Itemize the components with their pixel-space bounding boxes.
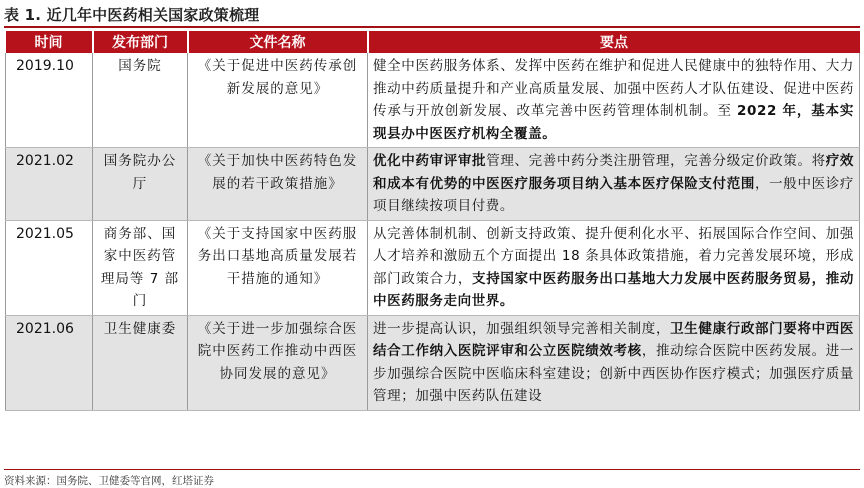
- table-body: [6, 53, 860, 410]
- cell-key-points: [368, 53, 860, 148]
- header-document: 文件名称: [188, 31, 368, 53]
- key-point-emphasis: 支持国家中医药服务出口基地大力发展中医药服务贸易，推动中医药服务走向世界。: [373, 270, 855, 309]
- cell-document-name: 《关于加快中医药特色发展的若干政策措施》: [188, 148, 368, 221]
- cell-date: 2019.10: [6, 53, 93, 148]
- table-row: [6, 220, 860, 315]
- table-row: [6, 148, 860, 221]
- cell-document-name: 《关于进一步加强综合医院中医药工作推动中西医协同发展的意见》: [188, 315, 368, 410]
- header-issuer: 发布部门: [93, 31, 188, 53]
- table-row: [6, 53, 860, 148]
- table-caption: 表 1. 近几年中医药相关国家政策梳理: [4, 6, 260, 24]
- cell-issuer: 商务部、国家中医药管理局等 7 部门: [93, 220, 188, 315]
- source-note: 资料来源：国务院、卫健委等官网，红塔证券: [4, 475, 214, 487]
- header-key-points: 要点: [368, 31, 860, 53]
- cell-date: 2021.06: [6, 315, 93, 410]
- key-point-emphasis: 优化中药审评审批: [373, 153, 487, 169]
- cell-document-name: 《关于促进中医药传承创新发展的意见》: [188, 53, 368, 148]
- key-point-emphasis: 2022 年，基本实现县办中医医疗机构全覆盖。: [373, 103, 855, 142]
- source-rule: [4, 469, 860, 470]
- cell-key-points: [368, 148, 860, 221]
- key-point-emphasis: 卫生健康行政部门要将中西医结合工作纳入医院评审和公立医院绩效考核: [373, 320, 854, 359]
- cell-issuer: 国务院办公厅: [93, 148, 188, 221]
- cell-date: 2021.02: [6, 148, 93, 221]
- key-point-text: 管理、完善中药分类注册管理，完善分级定价政策。将: [486, 153, 826, 169]
- table-header-row: [6, 31, 860, 53]
- cell-key-points: [368, 315, 860, 410]
- key-point-text: ，一般中医诊疗项目继续按项目付费。: [373, 175, 855, 214]
- header-time: 时间: [6, 31, 93, 53]
- key-point-text: 进一步提高认识，加强组织领导完善相关制度，: [373, 320, 671, 337]
- key-point-text: ，推动综合医院中医药发展。进一步加强综合医院中医临床科室建设；创新中西医协作医疗模式；加强医疗质量管理；加强中医药队伍建设: [373, 343, 855, 404]
- cell-issuer: 卫生健康委: [93, 315, 188, 410]
- key-point-text: 从完善体制机制、创新支持政策、提升便利化水平、拓展国际合作空间、加强人才培养和激励五个方面提出 18 条具体政策措施，着力完善发展环境，形成部门政策合力，: [373, 225, 854, 287]
- cell-key-points: [368, 220, 860, 315]
- cell-document-name: 《关于支持国家中医药服务出口基地高质量发展若干措施的通知》: [188, 220, 368, 315]
- key-point-text: 健全中医药服务体系、发挥中医药在维护和促进人民健康中的独特作用、大力推动中药质量提升和产业高质量发展、加强中医药人才队伍建设、促进中医药传承与开放创新发展、改革完善中医药管理体制机制。至: [373, 58, 854, 119]
- table-row: [6, 315, 860, 410]
- cell-date: 2021.05: [6, 220, 93, 315]
- key-point-emphasis: 疗效和成本有优势的中医医疗服务项目纳入基本医疗保险支付范围: [373, 153, 854, 192]
- cell-issuer: 国务院: [93, 53, 188, 148]
- caption-rule: [4, 26, 860, 28]
- policy-table: [5, 31, 860, 411]
